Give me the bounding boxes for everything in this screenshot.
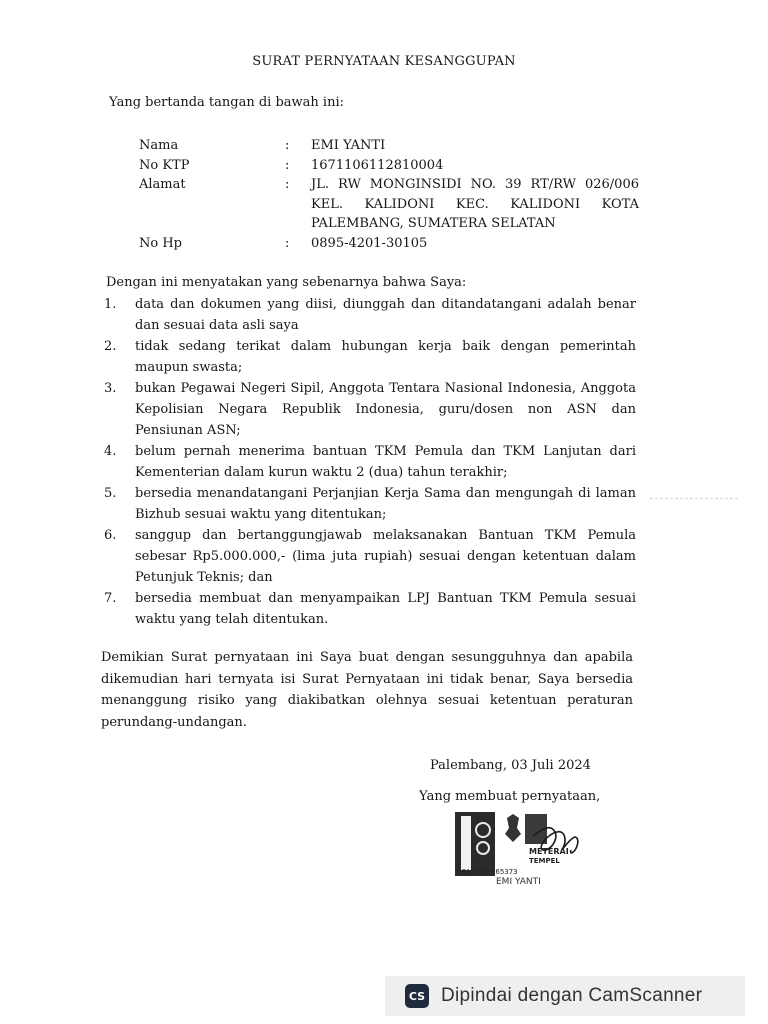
item-number: 4.: [104, 444, 117, 459]
scan-noise-mark: [650, 497, 740, 500]
camscanner-logo-icon: CS: [405, 984, 429, 1008]
list-item: [104, 483, 636, 525]
signer-name: EMI YANTI: [496, 877, 541, 887]
document-title: SURAT PERNYATAAN KESANGGUPAN: [252, 54, 516, 69]
item-text: [135, 378, 636, 441]
maker-label: Yang membuat pernyataan,: [419, 789, 601, 804]
item-line: Kepolisian Negara Republik Indonesia, guru/dosen non ASN dan: [135, 402, 636, 417]
garuda-emblem-icon: [505, 814, 521, 842]
item-line: Pensiunan ASN;: [135, 423, 241, 438]
item-text: [135, 441, 636, 483]
item-text: [135, 588, 636, 630]
item-line: data dan dokumen yang diisi, diunggah dan ditandatangani adalah benar: [135, 297, 636, 312]
item-line: dan sesuai data asli saya: [135, 318, 299, 333]
address-line: JL. RW MONGINSIDI NO. 39 RT/RW 026/006: [311, 177, 639, 192]
ktp-label: No KTP: [139, 157, 190, 173]
identity-address-row: [139, 175, 639, 234]
stamp-light-strip: [461, 816, 471, 870]
item-line: Kementerian dalam kurun waktu 2 (dua) tahun terakhir;: [135, 465, 508, 480]
closing-paragraph: [101, 647, 633, 733]
item-line: maupun swasta;: [135, 360, 243, 375]
closing-line: menanggung risiko yang diakibatkan olehnya sesuai ketentuan peraturan: [101, 693, 633, 708]
name-value: EMI YANTI: [311, 138, 386, 153]
address-value: [311, 175, 639, 234]
meterai-stamp-signature: [455, 808, 595, 878]
item-number: 3.: [104, 381, 117, 396]
closing-line: perundang-undangan.: [101, 714, 247, 730]
list-item: [104, 588, 636, 630]
colon: :: [285, 177, 290, 192]
declaration-intro: Dengan ini menyatakan yang sebenarnya bahwa Saya:: [106, 275, 467, 290]
declaration-list: [104, 294, 636, 630]
colon: :: [285, 235, 290, 251]
item-line: bersedia membuat dan menyampaikan LPJ Bantuan TKM Pemula sesuai: [135, 591, 636, 606]
item-line: belum pernah menerima bantuan TKM Pemula dan TKM Lanjutan dari: [135, 444, 636, 459]
list-item: [104, 336, 636, 378]
item-number: 1.: [104, 297, 117, 312]
identity-ktp-row: [139, 156, 639, 176]
closing-line: Demikian Surat pernyataan ini Saya buat dengan sesungguhnya dan apabila: [101, 650, 633, 665]
item-text: [135, 294, 636, 336]
item-line: tidak sedang terikat dalam hubungan kerja baik dengan pemerintah: [135, 339, 636, 354]
identity-phone-row: [139, 234, 639, 254]
stamp-tempel-text: TEMPEL: [529, 857, 560, 865]
item-line: bersedia menandatangani Perjanjian Kerja Sama dan mengungah di laman: [135, 486, 636, 501]
item-line: bukan Pegawai Negeri Sipil, Anggota Tentara Nasional Indonesia, Anggota: [135, 381, 636, 396]
list-item: [104, 441, 636, 483]
item-number: 5.: [104, 486, 117, 501]
item-text: [135, 525, 636, 588]
item-text: [135, 336, 636, 378]
colon: :: [285, 157, 290, 173]
item-line: Bizhub sesuai waktu yang ditentukan;: [135, 507, 387, 522]
ktp-value: 1671106112810004: [311, 157, 444, 173]
item-number: 2.: [104, 339, 117, 354]
list-item: [104, 294, 636, 336]
item-line: Petunjuk Teknis; dan: [135, 570, 273, 585]
closing-line: dikemudian hari ternyata isi Surat Pernyataan ini tidak benar, Saya bersedia: [101, 671, 633, 687]
phone-label: No Hp: [139, 235, 182, 251]
intro-text: Yang bertanda tangan di bawah ini:: [109, 95, 344, 110]
item-line: waktu yang telah ditentukan.: [135, 612, 329, 627]
item-number: 7.: [104, 591, 117, 606]
list-item: [104, 378, 636, 441]
item-line: sanggup dan bertanggungjawab melaksanakan Bantuan TKM Pemula: [135, 528, 636, 543]
identity-block: [139, 136, 639, 253]
identity-name-row: [139, 136, 639, 156]
stamp-code-text: 96AJX385065373: [457, 868, 518, 876]
list-item: [104, 525, 636, 588]
colon: :: [285, 138, 290, 153]
name-label: Nama: [139, 138, 179, 153]
item-text: [135, 483, 636, 525]
place-date: Palembang, 03 Juli 2024: [430, 758, 591, 773]
camscanner-watermark: [385, 976, 745, 1016]
address-line: KEL. KALIDONI KEC. KALIDONI KOTA: [311, 196, 639, 212]
address-label: Alamat: [139, 177, 186, 192]
phone-value: 0895-4201-30105: [311, 235, 428, 251]
address-line: PALEMBANG, SUMATERA SELATAN: [311, 216, 556, 231]
stamp-meterai-text: METERAI: [529, 847, 569, 856]
item-number: 6.: [104, 528, 117, 543]
camscanner-text: Dipindai dengan CamScanner: [441, 985, 703, 1006]
item-line: sebesar Rp5.000.000,- (lima juta rupiah) sesuai dengan ketentuan dalam: [135, 549, 636, 564]
